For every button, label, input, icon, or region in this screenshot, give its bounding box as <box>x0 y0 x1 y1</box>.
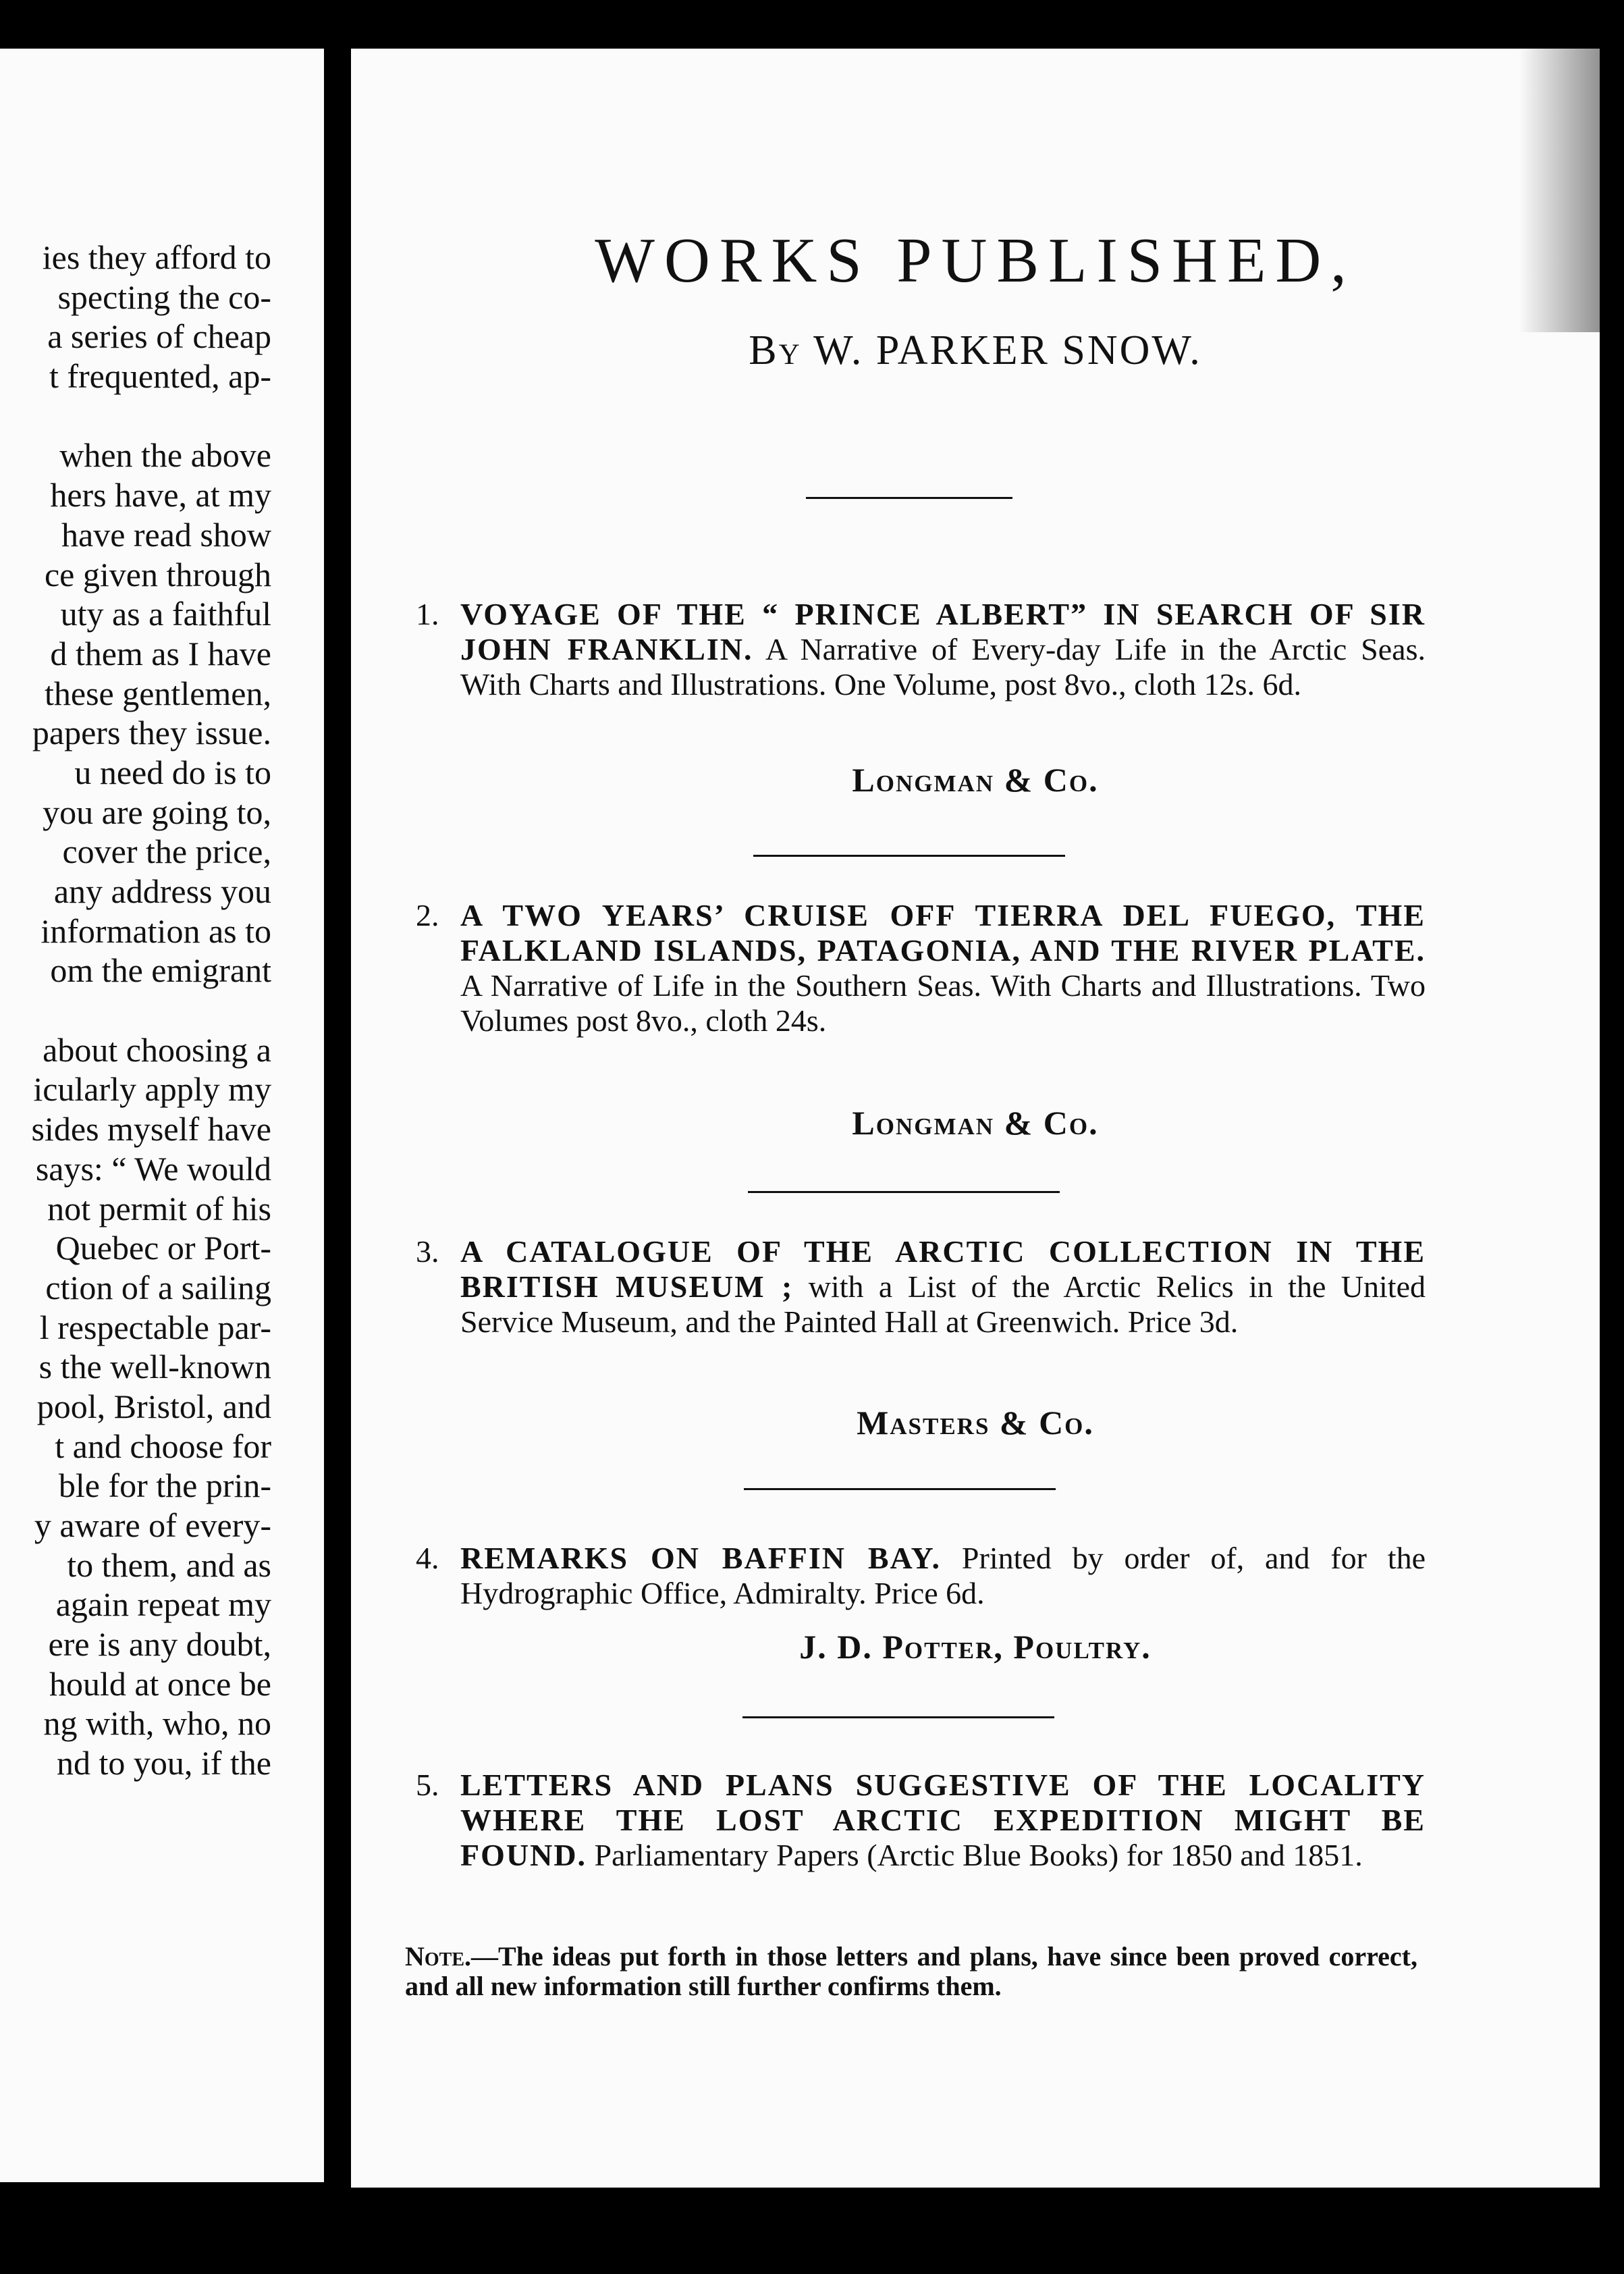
text-line: a series of cheap <box>47 317 271 356</box>
entry-number: 3. <box>416 1234 439 1269</box>
entry-title: A TWO YEARS’ CRUISE OFF TIERRA DEL FUEGO, THE FALKLAND ISLANDS, PATAGONIA, AND THE RIVER PLATE. <box>460 898 1426 968</box>
text-line: you are going to, <box>43 793 271 831</box>
footnote <box>405 1942 1417 2001</box>
entry-number: 4. <box>416 1541 439 1575</box>
page-title: WORKS PUBLISHED, <box>595 226 1356 296</box>
entry-number: 2. <box>416 898 439 932</box>
entry-title: REMARKS ON BAFFIN BAY. <box>460 1541 942 1575</box>
text-line: says: “ We would <box>35 1149 271 1188</box>
text-line: hould at once be <box>49 1664 271 1703</box>
paragraph-gap <box>0 990 271 1030</box>
text-line: specting the co- <box>57 277 271 316</box>
entry-title: LETTERS AND PLANS SUGGESTIVE OF THE LOCALITY WHERE THE LOST ARCTIC EXPEDITION MIGHT BE FOUND. <box>460 1768 1426 1872</box>
publisher: Masters & Co. <box>857 1404 1094 1442</box>
entry-description: with a List of the Arctic Relics in the United Service Museum, and the Painted Hall at Greenwich. Price 3d. <box>460 1269 1426 1339</box>
text-line: about choosing a <box>43 1030 271 1069</box>
entry-1 <box>416 597 1426 702</box>
entry-title: VOYAGE OF THE “ PRINCE ALBERT” IN SEARCH OF SIR JOHN FRANKLIN. <box>460 597 1426 666</box>
entry-description: A Narrative of Every-day Life in the Arctic Seas. With Charts and Illustrations. One Volume, post 8vo., cloth 12s. 6d. <box>460 632 1426 702</box>
divider <box>748 1191 1060 1193</box>
text-line: information as to <box>40 911 271 950</box>
divider <box>744 1488 1056 1490</box>
text-line: ies they afford to <box>42 238 271 276</box>
publisher: Longman & Co. <box>852 1104 1099 1142</box>
text-line: not permit of his <box>47 1189 271 1227</box>
entry-body <box>460 1234 1426 1340</box>
text-line: t frequented, ap- <box>49 357 271 396</box>
note-text: —The ideas put forth in those letters and plans, have since been proved correct, and all new information still further confirms them. <box>405 1941 1417 2001</box>
divider <box>806 497 1012 499</box>
text-line: again repeat my <box>55 1585 271 1624</box>
entry-body <box>460 597 1426 702</box>
entry-number: 1. <box>416 597 439 631</box>
entry-2 <box>416 898 1426 1038</box>
byline-prefix: By <box>749 327 802 373</box>
text-line: to them, and as <box>67 1545 271 1584</box>
text-line: have read show <box>61 515 271 554</box>
text-line: uty as a faithful <box>60 595 271 633</box>
publisher: Longman & Co. <box>852 761 1099 799</box>
text-line: when the above <box>59 436 271 475</box>
entry-body <box>460 898 1426 1038</box>
entry-body <box>460 1768 1426 1873</box>
text-line: ble for the prin- <box>58 1466 271 1505</box>
text-line: om the emigrant <box>50 951 271 990</box>
text-line: cover the price, <box>62 832 271 871</box>
text-line: these gentlemen, <box>45 674 271 712</box>
text-line: u need do is to <box>74 753 271 791</box>
entry-description: Printed by order of, and for the Hydrographic Office, Admiralty. Price 6d. <box>460 1541 1426 1610</box>
text-line: Quebec or Port- <box>55 1229 271 1267</box>
entry-title: A CATALOGUE OF THE ARCTIC COLLECTION IN THE BRITISH MUSEUM ; <box>460 1234 1426 1304</box>
entry-description: A Narrative of Life in the Southern Seas. With Charts and Illustrations. Two Volumes post 8vo., cloth 24s. <box>460 968 1426 1038</box>
text-line: ce given through <box>44 555 271 593</box>
text-line: hers have, at my <box>50 476 271 514</box>
left-page <box>0 49 324 2182</box>
publisher: J. D. Potter, Poultry. <box>799 1628 1152 1666</box>
author-byline <box>351 327 1600 375</box>
text-line: s the well-known <box>38 1348 271 1386</box>
entry-body <box>460 1541 1426 1611</box>
entry-3 <box>416 1234 1426 1340</box>
author-name: W. PARKER SNOW. <box>813 327 1202 373</box>
entry-5 <box>416 1768 1426 1873</box>
text-line: ere is any doubt, <box>48 1625 271 1664</box>
text-line: t and choose for <box>55 1427 271 1465</box>
entry-number: 5. <box>416 1768 439 1802</box>
paragraph-gap <box>0 396 271 436</box>
text-line: l respectable par- <box>39 1308 271 1346</box>
text-line: papers they issue. <box>32 714 271 752</box>
text-line: any address you <box>53 872 271 910</box>
divider <box>753 855 1065 857</box>
text-line: pool, Bristol, and <box>36 1387 271 1425</box>
divider <box>742 1716 1054 1718</box>
left-page-text <box>0 238 271 1783</box>
right-page <box>351 49 1600 2188</box>
entry-4 <box>416 1541 1426 1611</box>
text-line: icularly apply my <box>33 1070 271 1109</box>
note-label: Note. <box>405 1941 472 1972</box>
text-line: y aware of every- <box>34 1506 271 1544</box>
text-line: ng with, who, no <box>43 1704 271 1743</box>
text-line: nd to you, if the <box>56 1744 271 1782</box>
entry-description: Parliamentary Papers (Arctic Blue Books) for 1850 and 1851. <box>594 1838 1363 1872</box>
text-line: d them as I have <box>50 634 271 672</box>
text-line: sides myself have <box>31 1110 271 1148</box>
text-line: ction of a sailing <box>45 1268 271 1306</box>
